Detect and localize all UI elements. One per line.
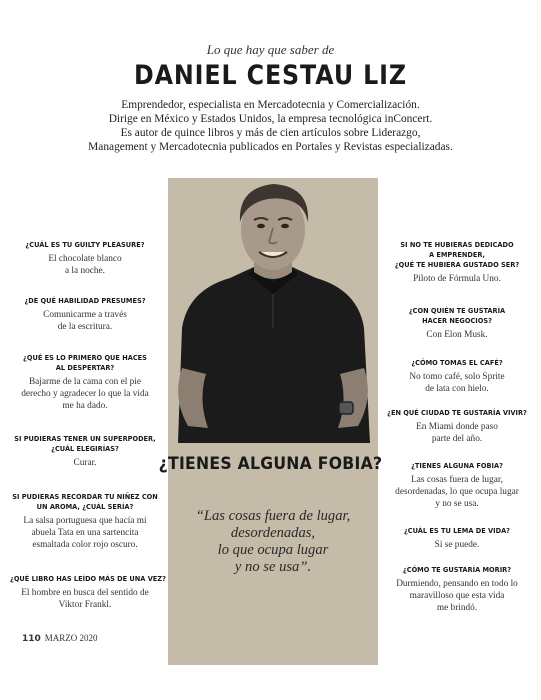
answer bbox=[382, 273, 532, 285]
pull-quote-line: y no se usa”. bbox=[234, 559, 312, 575]
answer-line: El chocolate blanco bbox=[48, 254, 122, 264]
answer bbox=[382, 578, 532, 614]
question-line: ¿CÓMO TOMAS EL CAFÉ? bbox=[411, 359, 503, 367]
answer-line: parte del año. bbox=[431, 434, 483, 444]
question-line: SI NO TE HUBIERAS DEDICADO bbox=[400, 241, 514, 249]
qa-item bbox=[382, 565, 532, 614]
answer-line: Curar. bbox=[73, 458, 97, 468]
answer-line: abuela Tata en una sartencita bbox=[31, 528, 139, 538]
question bbox=[10, 492, 160, 512]
qa-item bbox=[382, 408, 532, 445]
answer-line: de lata con hielo. bbox=[425, 384, 489, 394]
answer-line: El hombre en busca del sentido de bbox=[21, 588, 149, 598]
question bbox=[10, 240, 160, 250]
qa-item bbox=[10, 353, 160, 412]
answer bbox=[382, 371, 532, 395]
answer bbox=[10, 457, 160, 469]
answer-line: Si se puede. bbox=[434, 540, 480, 550]
center-panel bbox=[168, 178, 378, 665]
question-line: HACER NEGOCIOS? bbox=[422, 317, 492, 325]
pull-quote-line: lo que ocupa lugar bbox=[217, 542, 329, 558]
qa-item bbox=[10, 434, 160, 469]
answer-line: me ha dado. bbox=[62, 401, 108, 411]
answer bbox=[10, 309, 160, 333]
qa-item bbox=[382, 240, 532, 285]
question-line: AL DESPERTAR? bbox=[55, 364, 115, 372]
answer-line: No tomo café, solo Sprite bbox=[409, 372, 505, 382]
question bbox=[382, 526, 532, 536]
page-footer bbox=[22, 633, 98, 644]
qa-item bbox=[10, 574, 166, 611]
pull-quote-line: “Las cosas fuera de lugar, bbox=[195, 508, 351, 524]
answer-line: Durmiendo, pensando en todo lo bbox=[396, 579, 518, 589]
answer-line: me brindó. bbox=[436, 603, 478, 613]
qa-item bbox=[382, 306, 532, 341]
answer-line: de la escritura. bbox=[57, 322, 113, 332]
answer bbox=[382, 421, 532, 445]
question-line: ¿DE QUÉ HABILIDAD PRESUMES? bbox=[24, 297, 146, 305]
qa-item bbox=[382, 461, 532, 510]
qa-item bbox=[10, 240, 160, 277]
question-line: ¿EN QUÉ CIUDAD TE GUSTARÍA VIVIR? bbox=[387, 409, 527, 417]
question-line: ¿CÓMO TE GUSTARÍA MORIR? bbox=[402, 566, 512, 574]
qa-item bbox=[10, 492, 160, 551]
answer-line: La salsa portuguesa que hacía mi bbox=[23, 516, 147, 526]
question-line: SI PUDIERAS RECORDAR TU NIÑEZ CON bbox=[12, 493, 158, 501]
article-title: DANIEL CESTAU LIZ bbox=[133, 60, 408, 91]
answer-line: Piloto de Fórmula Uno. bbox=[413, 274, 501, 284]
question bbox=[382, 358, 532, 368]
answer bbox=[10, 587, 160, 611]
bio-line: Emprendedor, especialista en Mercadotecnia y Comercialización. bbox=[121, 99, 420, 111]
article-kicker: Lo que hay que saber de bbox=[206, 42, 335, 57]
question bbox=[382, 306, 532, 326]
question-line: ¿QUÉ TE HUBIERA GUSTADO SER? bbox=[394, 261, 520, 269]
question-line: ¿QUÉ LIBRO HAS LEÍDO MÁS DE UNA VEZ? bbox=[10, 575, 166, 583]
question bbox=[382, 565, 532, 575]
question bbox=[10, 353, 160, 373]
question-line: ¿TIENES ALGUNA FOBIA? bbox=[411, 462, 503, 470]
bio-line: Dirige en México y Estados Unidos, la empresa tecnológica inConcert. bbox=[108, 113, 433, 125]
question-line: UN AROMA, ¿CUÁL SERÍA? bbox=[36, 503, 134, 511]
bio-line: Es autor de quince libros y más de cien artículos sobre Liderazgo, bbox=[120, 127, 421, 139]
question bbox=[382, 240, 532, 270]
qa-item bbox=[382, 526, 532, 551]
answer-line: a la noche. bbox=[64, 266, 105, 276]
answer-line: derecho y agradecer lo que la vida bbox=[21, 389, 149, 399]
question-line: ¿CUÁL ES TU GUILTY PLEASURE? bbox=[25, 241, 145, 249]
question bbox=[10, 296, 160, 306]
answer-line: Con Elon Musk. bbox=[426, 330, 488, 340]
question-line: A EMPRENDER, bbox=[428, 251, 486, 259]
question bbox=[10, 574, 166, 584]
issue-date: MARZO 2020 bbox=[44, 633, 98, 643]
answer-line: Las cosas fuera de lugar, bbox=[411, 475, 503, 485]
answer bbox=[10, 515, 160, 551]
answer bbox=[10, 253, 160, 277]
answer-line: Comunicarme a través bbox=[43, 310, 127, 320]
answer-line: Bajarme de la cama con el pie bbox=[28, 377, 142, 387]
question bbox=[382, 461, 532, 471]
bio-line: Management y Mercadotecnia publicados en Portales y Revistas especializadas. bbox=[88, 141, 453, 153]
answer-line: esmaltada color rojo oscuro. bbox=[32, 540, 138, 550]
question-line: ¿CUÁL ELEGIRÍAS? bbox=[51, 445, 119, 453]
answer bbox=[382, 539, 532, 551]
question bbox=[382, 408, 532, 418]
question-line: ¿CON QUIÉN TE GUSTARÍA bbox=[408, 307, 506, 315]
section-heading: ¿TIENES ALGUNA FOBIA? bbox=[158, 454, 383, 474]
portrait-photo bbox=[168, 178, 378, 443]
page-number: 110 bbox=[22, 634, 41, 644]
bio-paragraph bbox=[70, 98, 471, 154]
answer-line: En Miami donde paso bbox=[416, 422, 498, 432]
answer bbox=[10, 376, 160, 412]
question bbox=[10, 434, 160, 454]
question-line: ¿CUÁL ES TU LEMA DE VIDA? bbox=[403, 527, 510, 535]
qa-item bbox=[10, 296, 160, 333]
answer-line: y no se usa. bbox=[435, 499, 479, 509]
answer-line: desordenadas, lo que ocupa lugar bbox=[395, 487, 519, 497]
pull-quote bbox=[168, 508, 378, 576]
qa-item bbox=[382, 358, 532, 395]
pull-quote-line: desordenadas, bbox=[230, 525, 316, 541]
answer-line: maravilloso que esta vida bbox=[409, 591, 505, 601]
answer bbox=[382, 474, 532, 510]
question-line: SI PUDIERAS TENER UN SUPERPODER, bbox=[14, 435, 156, 443]
question-line: ¿QUÉ ES LO PRIMERO QUE HACES bbox=[23, 354, 147, 362]
answer bbox=[382, 329, 532, 341]
answer-line: Viktor Frankl. bbox=[58, 600, 112, 610]
